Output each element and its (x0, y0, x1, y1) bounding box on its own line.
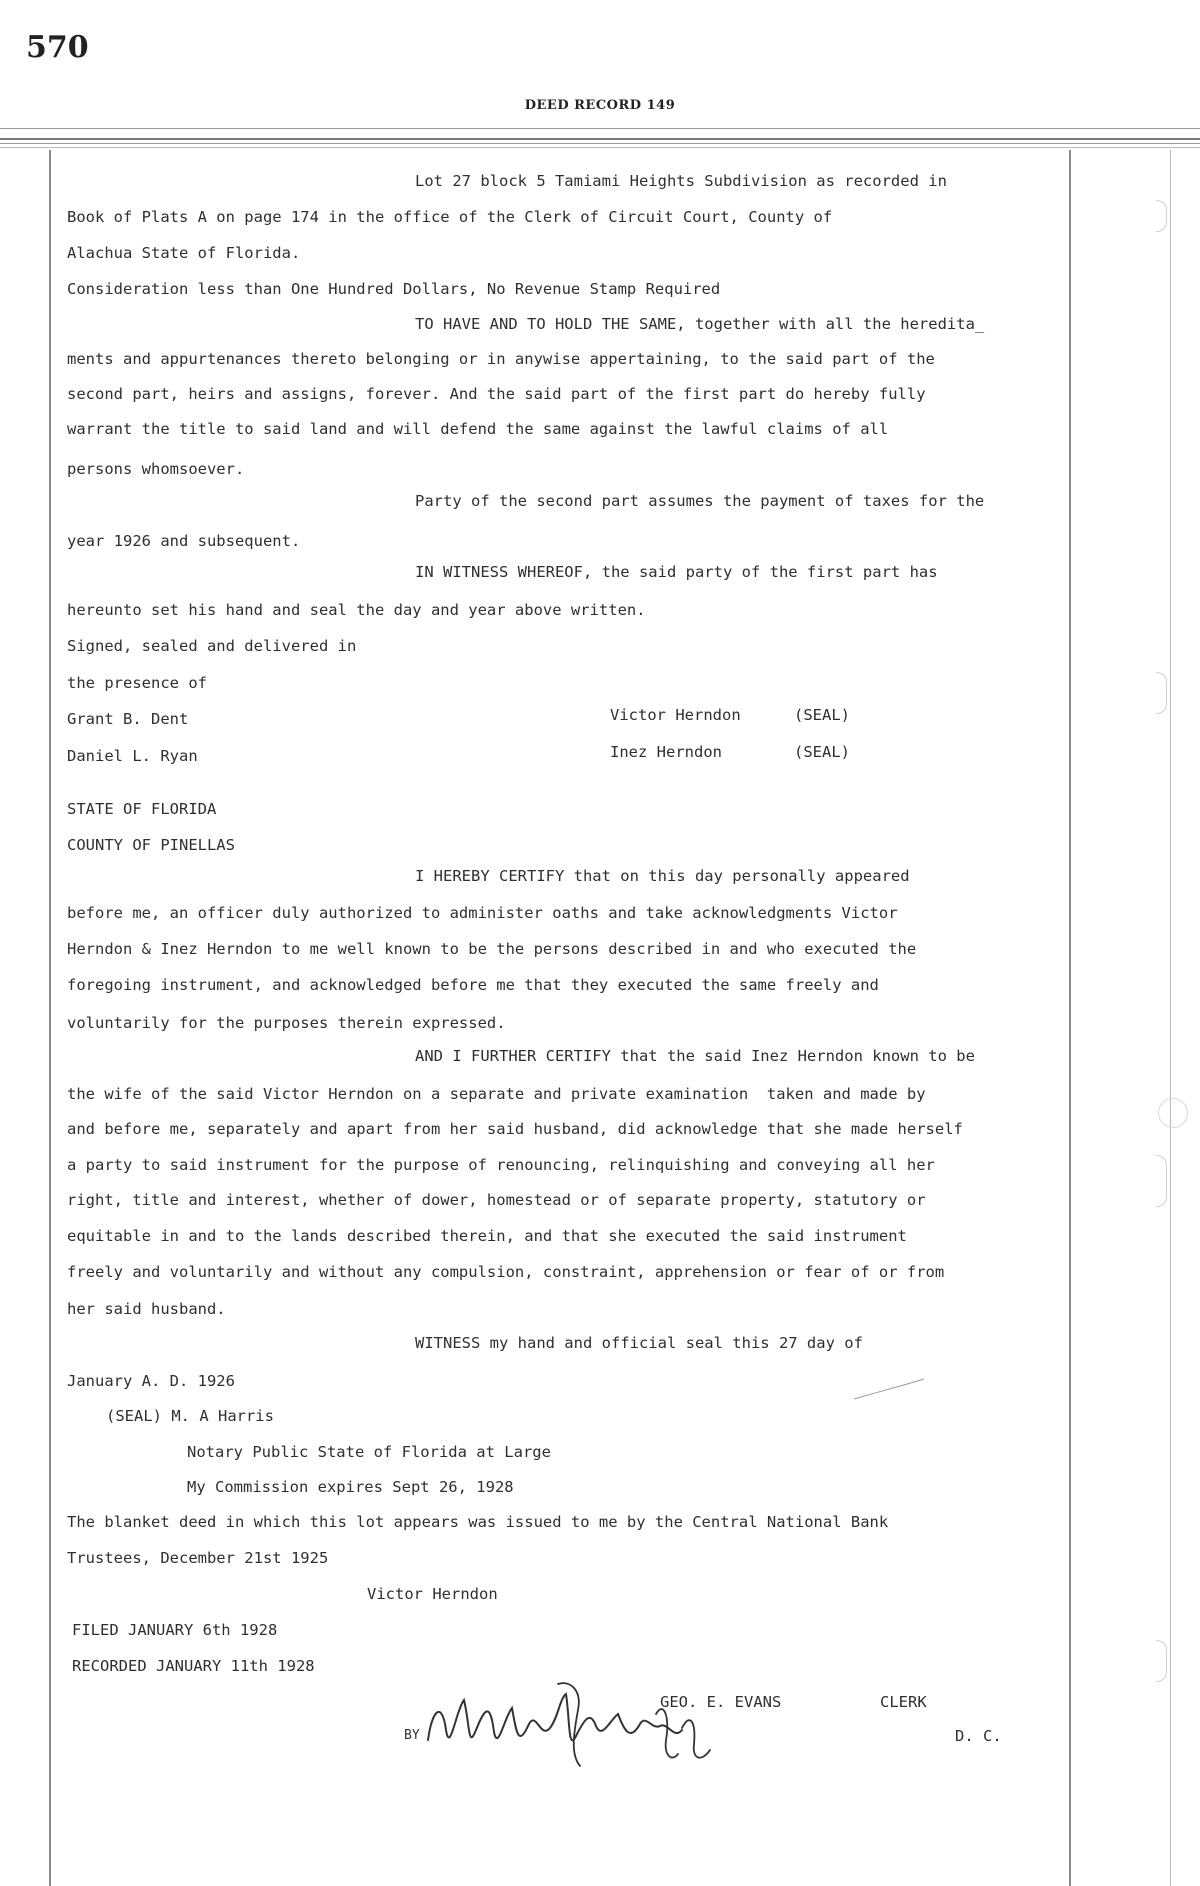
seal-label: (SEAL) (794, 706, 850, 724)
blanket-deed-line: Trustees, December 21st 1925 (67, 1549, 329, 1567)
lot-description-line: Book of Plats A on page 174 in the office of the Clerk of Circuit Court, County of (67, 208, 833, 226)
witness-name: Daniel L. Ryan (67, 747, 198, 765)
clerk-title: CLERK (880, 1693, 927, 1711)
seal-label: (SEAL) (794, 743, 850, 761)
further-certify-line: equitable in and to the lands described therein, and that she executed the said instrument (67, 1227, 907, 1245)
left-margin-line (49, 150, 51, 1886)
page-edge-line (1170, 150, 1171, 1886)
header-rule (0, 128, 1200, 129)
by-label: BY (404, 1728, 420, 1743)
certificate-line: foregoing instrument, and acknowledged before me that they executed the same freely and (67, 976, 879, 994)
further-certify-line: her said husband. (67, 1300, 226, 1318)
header-rule (0, 138, 1200, 140)
margin-tab-mark (1156, 200, 1167, 232)
witness-name: Grant B. Dent (67, 710, 189, 728)
further-certify-line: right, title and interest, whether of dower, homestead or of separate property, statutory or (67, 1191, 926, 1209)
grantor-signature-line: Victor Herndon (367, 1585, 498, 1603)
habendum-line: warrant the title to said land and will defend the same against the lawful claims of all (67, 420, 889, 438)
further-certify-line: the wife of the said Victor Herndon on a separate and private examination taken and made by (67, 1085, 926, 1103)
header-rule (0, 147, 1200, 148)
state-heading: STATE OF FLORIDA (67, 800, 217, 818)
right-margin-line (1069, 150, 1071, 1886)
witness-clause-line: hereunto set his hand and seal the day and year above written. (67, 601, 646, 619)
grantor-name: Inez Herndon (610, 743, 722, 761)
taxes-line: year 1926 and subsequent. (67, 532, 301, 550)
witness-clause-line: IN WITNESS WHEREOF, the said party of the first part has (415, 563, 938, 581)
notary-date-line: January A. D. 1926 (67, 1372, 235, 1390)
pencil-mark (850, 1375, 930, 1405)
further-certify-line: and before me, separately and apart from her said husband, did acknowledge that she made herself (67, 1120, 963, 1138)
certificate-line: before me, an officer duly authorized to administer oaths and take acknowledgments Victor (67, 904, 898, 922)
grantor-name: Victor Herndon (610, 706, 741, 724)
margin-tab-mark (1156, 1640, 1167, 1682)
taxes-line: Party of the second part assumes the payment of taxes for the (415, 492, 985, 510)
further-certify-line: AND I FURTHER CERTIFY that the said Inez Herndon known to be (415, 1047, 975, 1065)
signed-sealed-line: Signed, sealed and delivered in (67, 637, 357, 655)
habendum-line: TO HAVE AND TO HOLD THE SAME, together with all the heredita_ (415, 315, 985, 333)
habendum-line: second part, heirs and assigns, forever. And the said part of the first part do hereby fully (67, 385, 926, 403)
commission-line: My Commission expires Sept 26, 1928 (187, 1478, 514, 1496)
deputy-clerk-label: D. C. (955, 1727, 1002, 1745)
further-certify-line: a party to said instrument for the purpose of renouncing, relinquishing and conveying all her (67, 1156, 935, 1174)
record-title: DEED RECORD 149 (524, 98, 676, 113)
filed-date-line: FILED JANUARY 6th 1928 (72, 1621, 278, 1639)
certificate-line: voluntarily for the purposes therein expressed. (67, 1014, 506, 1032)
blanket-deed-line: The blanket deed in which this lot appears was issued to me by the Central National Bank (67, 1513, 889, 1531)
margin-tab-mark (1156, 672, 1167, 714)
lot-description-line: Lot 27 block 5 Tamiami Heights Subdivision as recorded in (415, 172, 947, 190)
binder-hole (1158, 1098, 1188, 1128)
habendum-line: persons whomsoever. (67, 460, 245, 478)
certificate-line: Herndon & Inez Herndon to me well known to be the persons described in and who executed the (67, 940, 917, 958)
signed-sealed-line: the presence of (67, 674, 207, 692)
notary-witness-line: WITNESS my hand and official seal this 27 day of (415, 1334, 863, 1352)
notary-title-line: Notary Public State of Florida at Large (187, 1443, 551, 1461)
handwritten-signature (420, 1670, 760, 1780)
margin-tab-mark (1156, 1155, 1167, 1207)
county-heading: COUNTY OF PINELLAS (67, 836, 235, 854)
clerk-name: GEO. E. EVANS (660, 1693, 782, 1711)
page-number: 570 (26, 30, 89, 65)
consideration-line: Consideration less than One Hundred Dollars, No Revenue Stamp Required (67, 280, 721, 298)
habendum-line: ments and appurtenances thereto belonging or in anywise appertaining, to the said part of the (67, 350, 935, 368)
certificate-line: I HEREBY CERTIFY that on this day personally appeared (415, 867, 910, 885)
recorded-date-line: RECORDED JANUARY 11th 1928 (72, 1657, 315, 1675)
header-rule (0, 143, 1200, 144)
notary-name-line: (SEAL) M. A Harris (106, 1407, 274, 1425)
lot-description-line: Alachua State of Florida. (67, 244, 301, 262)
further-certify-line: freely and voluntarily and without any compulsion, constraint, apprehension or fear of or from (67, 1263, 945, 1281)
